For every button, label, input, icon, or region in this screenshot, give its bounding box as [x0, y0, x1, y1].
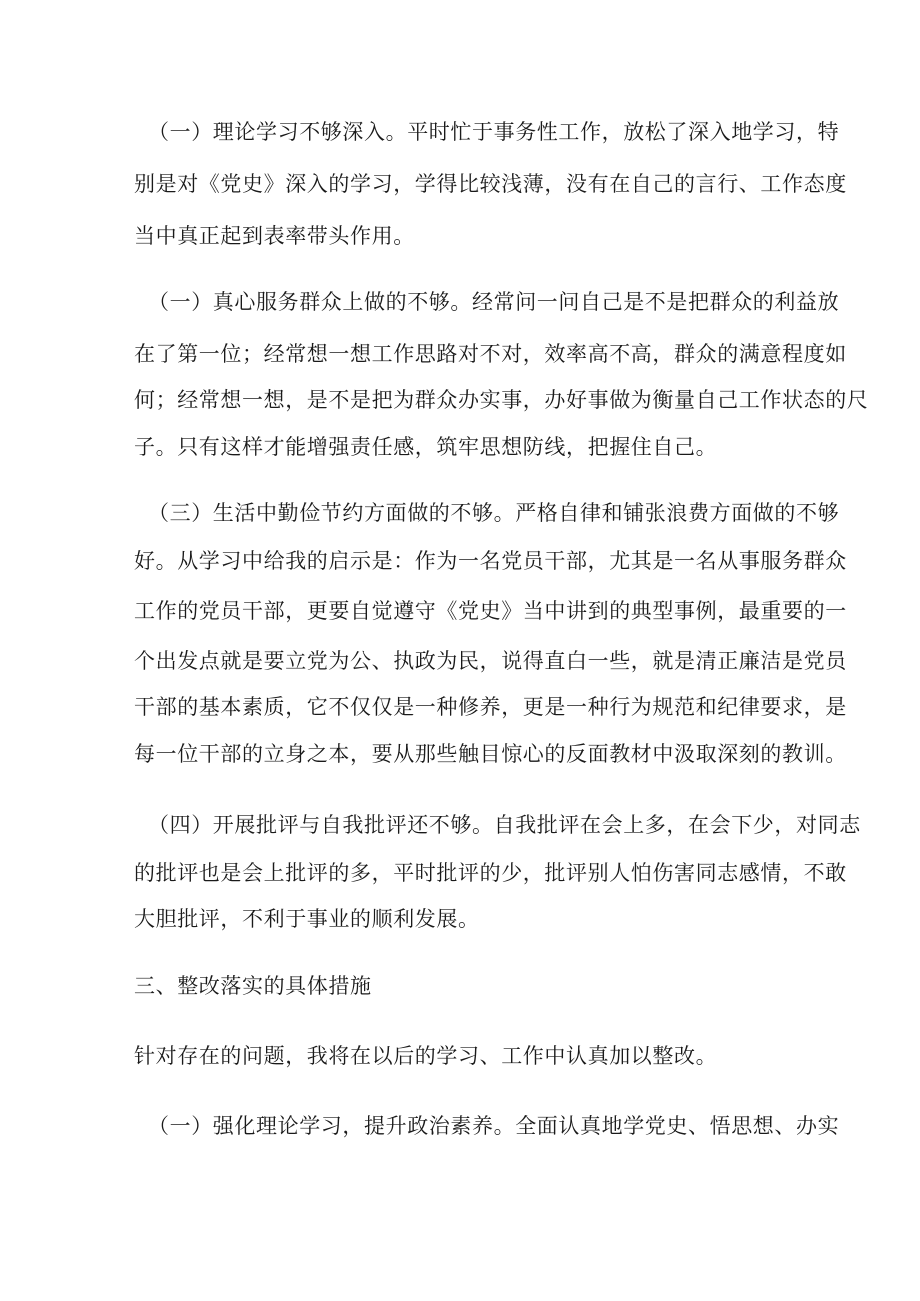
paragraph-1-line-2: 别是对《党史》深入的学习，学得比较浅薄，没有在自己的言行、工作态度 [134, 172, 847, 196]
paragraph-5-line-1: 针对存在的问题，我将在以后的学习、工作中认真加以整改。 [134, 1044, 718, 1068]
paragraph-1-line-1: （一）理论学习不够深入。平时忙于事务性工作，放松了深入地学习，特 [148, 120, 840, 144]
paragraph-4-line-2: 的批评也是会上批评的多，平时批评的少，批评别人怕伤害同志感情，不敢 [134, 861, 847, 885]
paragraph-3-line-5: 干部的基本素质，它不仅仅是一种修养，更是一种行为规范和纪律要求，是 [134, 695, 847, 719]
paragraph-4-line-3: 大胆批评，不利于事业的顺利发展。 [134, 907, 480, 931]
paragraph-3-line-3: 工作的党员干部，更要自觉遵守《党史》当中讲到的典型事例，最重要的一 [134, 599, 847, 623]
paragraph-3-line-2: 好。从学习中给我的启示是：作为一名党员干部，尤其是一名从事服务群众 [134, 549, 847, 573]
paragraph-2-line-2: 在了第一位；经常想一想工作思路对不对，效率高不高，群众的满意程度如 [134, 342, 847, 366]
section-heading-3: 三、整改落实的具体措施 [134, 974, 372, 998]
paragraph-2-line-3: 何；经常想一想，是不是把为群众办实事，办好事做为衡量自己工作状态的尺 [134, 388, 869, 412]
paragraph-3-line-1: （三）生活中勤俭节约方面做的不够。严格自律和铺张浪费方面做的不够 [148, 501, 840, 525]
paragraph-3-line-6: 每一位干部的立身之本，要从那些触目惊心的反面教材中汲取深刻的教训。 [134, 742, 847, 766]
paragraph-2-line-1: （一）真心服务群众上做的不够。经常问一问自己是不是把群众的利益放 [148, 290, 840, 314]
paragraph-2-line-4: 子。只有这样才能增强责任感，筑牢思想防线，把握住自己。 [134, 435, 718, 459]
paragraph-4-line-1: （四）开展批评与自我批评还不够。自我批评在会上多，在会下少，对同志 [148, 813, 861, 837]
paragraph-6-line-1: （一）强化理论学习，提升政治素养。全面认真地学党史、悟思想、办实 [148, 1114, 840, 1138]
paragraph-3-line-4: 个出发点就是要立党为公、执政为民，说得直白一些，就是清正廉洁是党员 [134, 649, 847, 673]
paragraph-1-line-3: 当中真正起到表率带头作用。 [134, 224, 415, 248]
